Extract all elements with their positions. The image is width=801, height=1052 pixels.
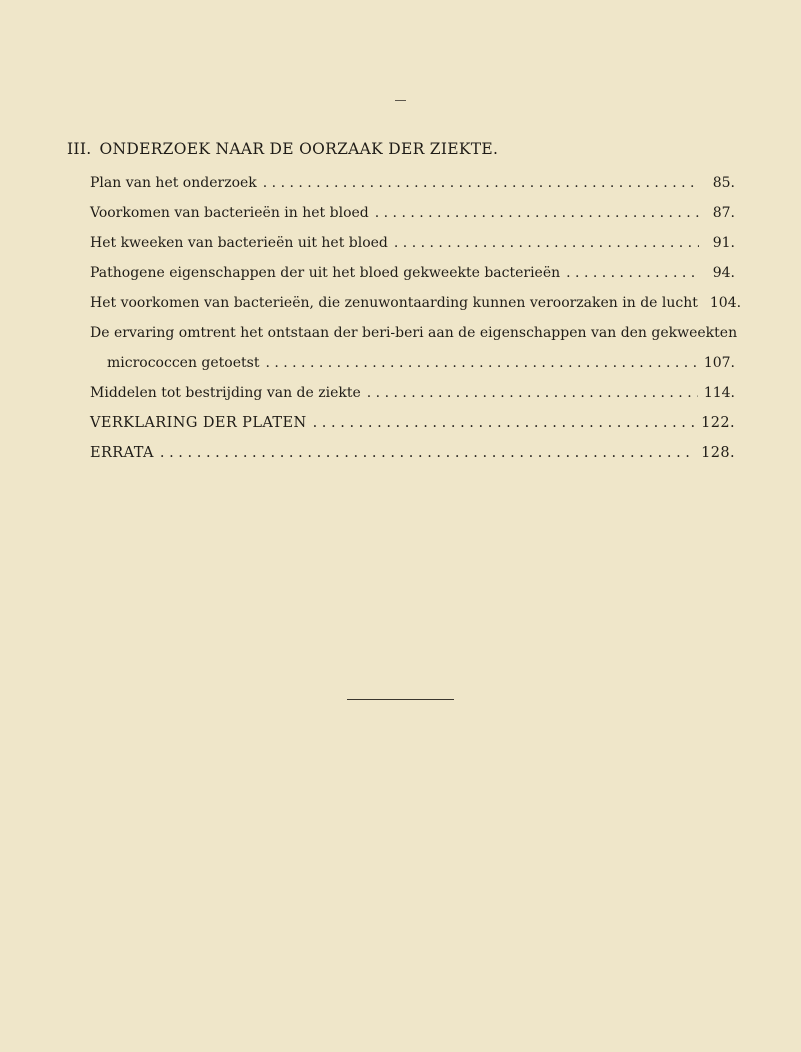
toc-entry bbox=[90, 235, 735, 257]
dot-leader bbox=[263, 175, 699, 191]
toc-entry-title: Voorkomen van bacterieën in het bloed bbox=[90, 205, 369, 221]
toc-entry bbox=[90, 265, 735, 287]
toc-entry-page: 114. bbox=[703, 385, 735, 401]
toc-entry-line1 bbox=[90, 325, 738, 347]
section-heading bbox=[67, 140, 498, 158]
toc-entry-page: 104. bbox=[709, 295, 742, 311]
dot-leader bbox=[265, 355, 697, 371]
toc-entry-page: 94. bbox=[712, 265, 735, 281]
toc-entry-page: 122. bbox=[701, 415, 735, 431]
toc-entry bbox=[90, 385, 735, 407]
dot-leader bbox=[160, 445, 695, 461]
toc-entry-title: ERRATA bbox=[90, 445, 154, 461]
toc-entry-page: 87. bbox=[712, 205, 735, 221]
toc-entry-line2 bbox=[107, 355, 735, 377]
toc-entry-page: 128. bbox=[701, 445, 735, 461]
toc-entry-title: Pathogene eigenschappen der uit het bloed gekweekte bacterieën bbox=[90, 265, 561, 281]
toc-entry-title: Middelen tot bestrijding van de ziekte bbox=[90, 385, 361, 401]
toc-entry-title: De ervaring omtrent het ontstaan der beri-beri aan de eigenschappen van den gekweekten bbox=[90, 325, 738, 341]
toc-entry-title: VERKLARING DER PLATEN bbox=[90, 415, 307, 431]
toc-entry-page: 85. bbox=[712, 175, 735, 191]
closing-rule bbox=[347, 699, 454, 700]
toc-entry-page: 91. bbox=[712, 235, 735, 251]
dot-leader bbox=[566, 265, 699, 281]
toc-entry-title: Het voorkomen van bacterieën, die zenuwontaarding kunnen veroorzaken in de lucht bbox=[90, 295, 698, 311]
toc-entry bbox=[90, 175, 735, 197]
toc-entry bbox=[90, 415, 735, 437]
toc-entry bbox=[90, 295, 742, 317]
toc-entry bbox=[90, 445, 735, 467]
toc-entry bbox=[90, 205, 735, 227]
dot-leader bbox=[367, 385, 698, 401]
dot-leader bbox=[394, 235, 699, 251]
section-number: III. bbox=[67, 140, 92, 158]
top-dash-mark bbox=[395, 100, 406, 101]
toc-entry-title-continued: micrococcen getoetst bbox=[107, 355, 260, 371]
dot-leader bbox=[313, 415, 696, 431]
toc-entry-title: Het kweeken van bacterieën uit het bloed bbox=[90, 235, 388, 251]
dot-leader bbox=[375, 205, 699, 221]
toc-entry-page: 107. bbox=[703, 355, 735, 371]
section-title: ONDERZOEK NAAR DE OORZAAK DER ZIEKTE. bbox=[99, 140, 499, 158]
toc-entry-title: Plan van het onderzoek bbox=[90, 175, 257, 191]
